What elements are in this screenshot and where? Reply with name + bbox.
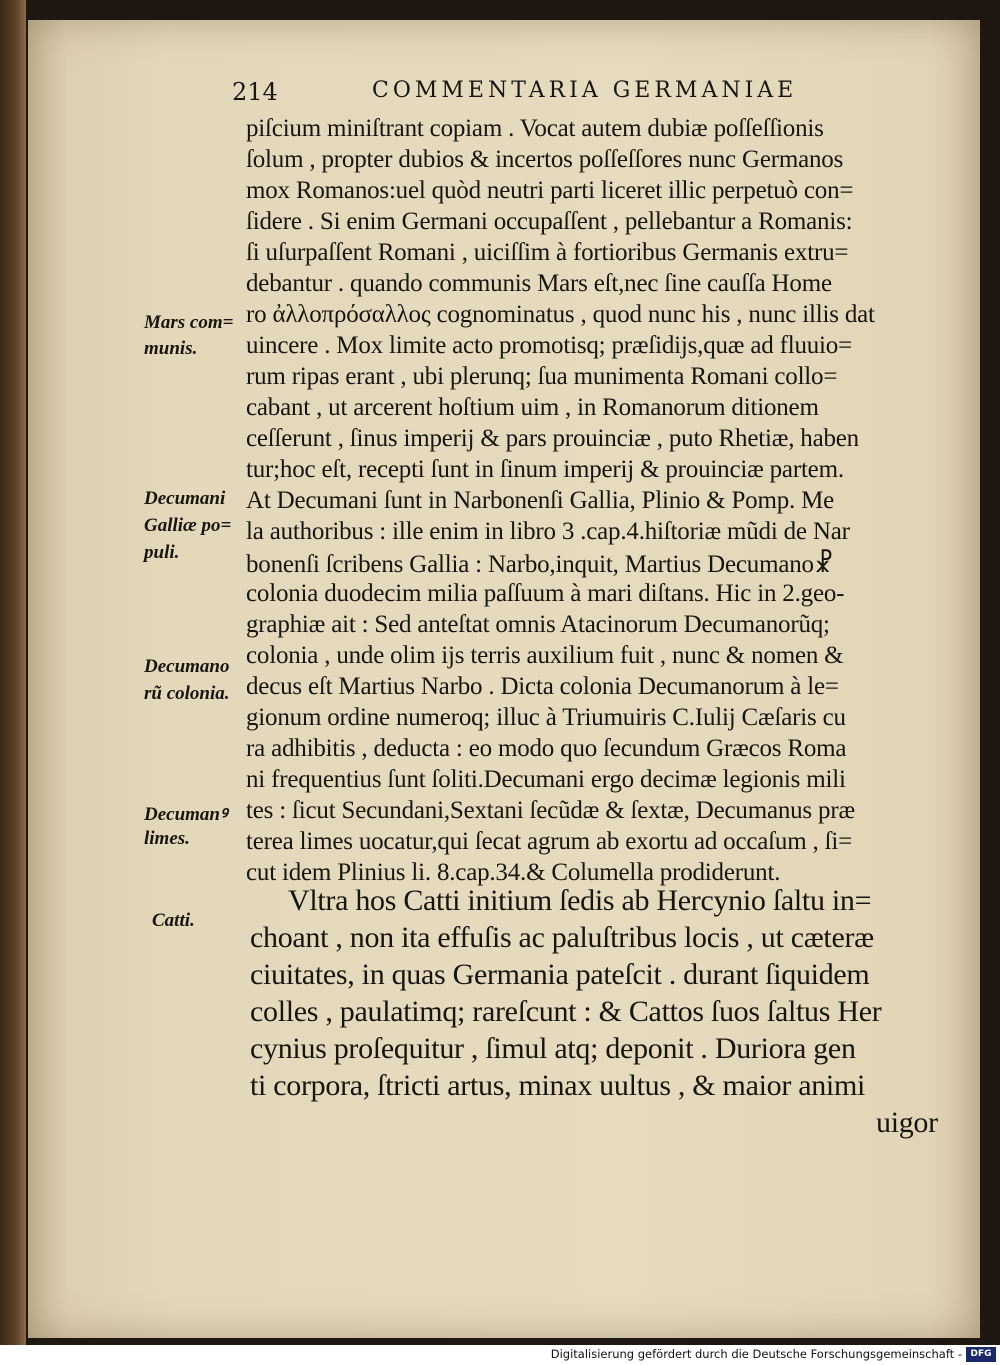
commentary-line: At Decumani ſunt in Narbonenſi Gallia, Plinio & Pomp. Me	[246, 487, 835, 514]
marginal-note: Decumani	[144, 488, 226, 509]
commentary-line: tes : ſicut Secundani,Sextani ſecũdæ & ſextæ, Decumanus præ	[246, 797, 855, 824]
commentary-line: piſcium miniſtrant copiam . Vocat autem dubiæ poſſeſſionis	[246, 115, 824, 142]
marginal-note: Catti.	[152, 910, 195, 931]
commentary-line: debantur . quando communis Mars eſt,nec ſine cauſſa Home	[246, 270, 832, 297]
marginal-note: Decumano	[144, 656, 230, 677]
commentary-line: la authoribus : ille enim in libro 3 .cap.4.hiſtoriæ mũdi de Nar	[246, 518, 850, 545]
main-text-line: colles , paulatimq; rareſcunt : & Cattos ſuos ſaltus Her	[250, 995, 882, 1028]
commentary-line: uincere . Mox limite acto promotisq; præſidijs,quæ ad fluuio=	[246, 332, 852, 359]
commentary-line: gionum ordine numeroq; illuc à Triumuiris C.Iulij Cæſaris cu	[246, 704, 846, 731]
commentary-line: rum ripas erant , ubi plerunq; ſua munimenta Romani collo=	[246, 363, 838, 390]
commentary-line: cut idem Plinius li. 8.cap.34.& Columella prodiderunt.	[246, 859, 781, 886]
commentary-line: colonia , unde olim ijs terris auxilium fuit , nunc & nomen &	[246, 642, 844, 669]
commentary-line: ſidere . Si enim Germani occupaſſent , pellebantur a Romanis:	[246, 208, 853, 235]
commentary-line: ra adhibitis , deducta : eo modo quo ſecundum Græcos Roma	[246, 735, 847, 762]
main-text-line: ti corpora, ſtricti artus, minax uultus , & maior animi	[250, 1069, 866, 1102]
page-number: 214	[232, 78, 278, 106]
running-title: COMMENTARIA GERMANIAE	[372, 78, 798, 103]
commentary-line: tur;hoc eſt, recepti ſunt in ſinum imperij & prouinciæ partem.	[246, 456, 844, 483]
main-text-line: Vltra hos Catti initium ſedis ab Hercynio ſaltu in=	[288, 884, 872, 917]
marginal-note: limes.	[144, 828, 190, 849]
main-text-line: ciuitates, in quas Germania pateſcit . durant ſiquidem	[250, 958, 870, 991]
main-text-line: choant , non ita effuſis ac paluſtribus locis , ut cæteræ	[250, 921, 874, 954]
marginal-note: rũ colonia.	[144, 683, 230, 704]
commentary-line: mox Romanos:uel quòd neutri parti liceret illic perpetuò con=	[246, 177, 854, 204]
commentary-line: ro ἀλλοπρόσαλλος cognominatus , quod nunc his , nunc illis dat	[246, 301, 875, 328]
commentary-line: bonenſi ſcribens Gallia : Narbo,inquit, Martius Decumano☧	[246, 551, 834, 578]
commentary-line: ſolum , propter dubios & incertos poſſeſſores nunc Germanos	[246, 146, 844, 173]
dfg-logo-icon: DFG	[966, 1347, 996, 1362]
digitization-footer	[0, 1345, 1000, 1365]
commentary-line: ſi uſurpaſſent Romani , uiciſſim à fortioribus Germanis extru=	[246, 239, 849, 266]
commentary-line: decus eſt Martius Narbo . Dicta colonia Decumanorum à le=	[246, 673, 839, 700]
marginal-note: Galliæ po=	[144, 515, 232, 536]
commentary-line: cabant , ut arcerent hoſtium uim , in Romanorum ditionem	[246, 394, 819, 421]
catchword: uigor	[876, 1106, 938, 1139]
marginal-note: puli.	[144, 542, 180, 563]
marginal-note: Decumanꝰ	[144, 804, 228, 825]
commentary-line: colonia duodecim milia paſſuum à mari diſtans. Hic in 2.geo-	[246, 580, 845, 607]
footer-credit: Digitalisierung gefördert durch die Deutsche Forschungsgemeinschaft -	[550, 1347, 962, 1361]
commentary-line: graphiæ ait : Sed anteſtat omnis Atacinorum Decumanorũq;	[246, 611, 830, 638]
book-spine-edge	[0, 0, 26, 1345]
marginal-note: munis.	[144, 338, 198, 359]
commentary-line: terea limes uocatur,qui ſecat agrum ab exortu ad occaſum , ſi=	[246, 828, 853, 855]
main-text-line: cynius proſequitur , ſimul atq; deponit . Duriora gen	[250, 1032, 856, 1065]
marginal-note: Mars com=	[144, 312, 234, 333]
commentary-line: ni frequentius ſunt ſoliti.Decumani ergo decimæ legionis mili	[246, 766, 846, 793]
commentary-line: ceſſerunt , ſinus imperij & pars prouinciæ , puto Rhetiæ, haben	[246, 425, 859, 452]
